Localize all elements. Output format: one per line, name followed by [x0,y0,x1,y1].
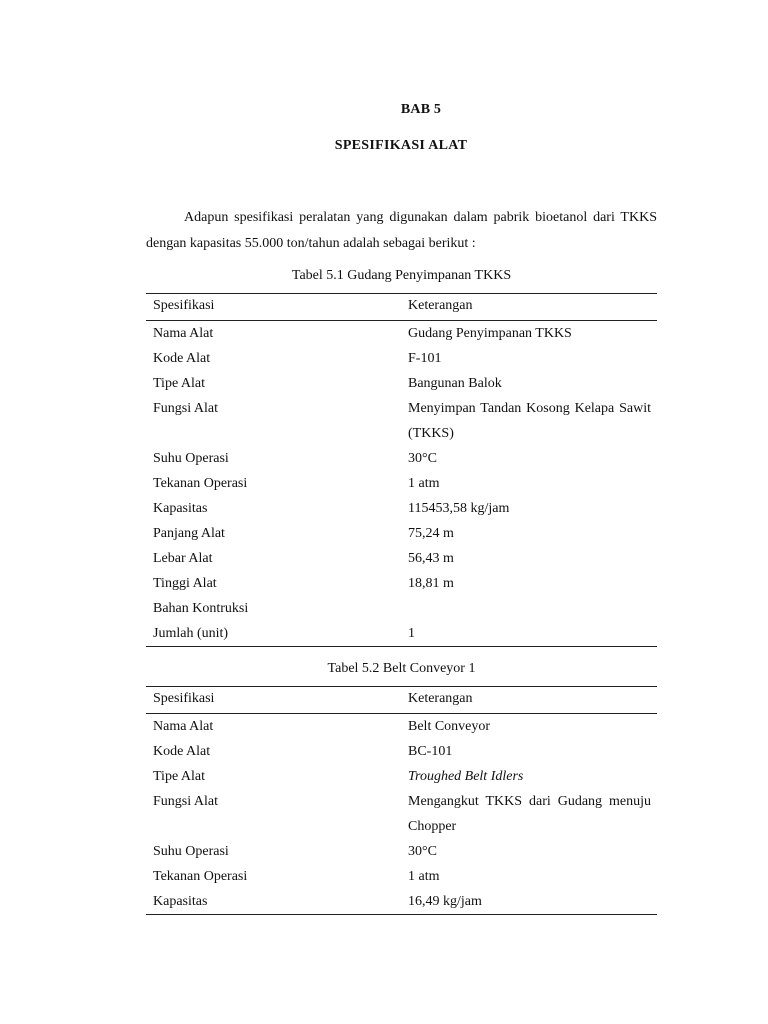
table-header-row [146,687,657,714]
table-row [146,714,657,740]
row-value: Troughed Belt Idlers [408,769,524,784]
row-spec: Fungsi Alat [153,401,218,416]
table-row [146,496,657,521]
row-spec: Tekanan Operasi [153,476,248,491]
row-value [408,596,657,621]
row-value: 30°C [408,844,437,859]
row-value: 1 atm [408,869,440,884]
row-value: 1 atm [408,476,440,491]
row-value: 30°C [408,451,437,466]
table-row [146,764,657,789]
row-value: Bangunan Balok [408,376,502,391]
header-keterangan: Keterangan [408,691,473,706]
table-row [146,396,657,446]
table-row [146,596,657,621]
table-header-row [146,294,657,321]
row-value: F-101 [408,351,442,366]
table-row [146,571,657,596]
table-row [146,789,657,839]
header-spesifikasi: Spesifikasi [153,691,215,706]
row-spec: Suhu Operasi [153,844,229,859]
table-1-caption: Tabel 5.1 Gudang Penyimpanan TKKS [291,268,512,283]
row-spec: Nama Alat [153,719,214,734]
table-row [146,839,657,864]
row-value: 56,43 m [408,551,454,566]
row-spec: Tipe Alat [153,376,205,391]
table-gudang-penyimpanan [146,293,657,647]
row-value: Mengangkut TKKS dari Gudang menuju Chopper [408,794,651,834]
chapter-number: BAB 5 [400,102,442,117]
row-value: 115453,58 kg/jam [408,501,510,516]
row-spec: Panjang Alat [153,526,225,541]
row-value: 18,81 m [408,576,454,591]
table-row [146,346,657,371]
row-value: BC-101 [408,744,453,759]
table-row [146,371,657,396]
table-row [146,889,657,915]
row-value: 1 [408,621,657,647]
row-spec: Fungsi Alat [153,794,218,809]
table-row [146,864,657,889]
table-row [146,471,657,496]
row-value: Belt Conveyor [408,719,491,734]
row-spec: Bahan Kontruksi [153,601,249,616]
row-value: 16,49 kg/jam [408,889,657,915]
table-row [146,446,657,471]
table-row [146,321,657,347]
row-spec: Jumlah (unit) [146,621,408,647]
row-value: Gudang Penyimpanan TKKS [408,326,572,341]
table-belt-conveyor [146,686,657,915]
table-row [146,621,657,647]
header-keterangan: Keterangan [408,298,473,313]
table-row [146,739,657,764]
row-spec: Tekanan Operasi [153,869,248,884]
row-spec: Kode Alat [153,351,211,366]
row-spec: Suhu Operasi [153,451,229,466]
row-spec: Tinggi Alat [153,576,217,591]
table-row [146,521,657,546]
intro-paragraph: Adapun spesifikasi peralatan yang digunakan dalam pabrik bioetanol dari TKKS dengan kapasitas 55.000 ton/tahun adalah sebagai berikut : [146,210,657,251]
table-2-caption: Tabel 5.2 Belt Conveyor 1 [327,661,476,676]
row-spec: Nama Alat [153,326,214,341]
table-row [146,546,657,571]
row-spec: Kapasitas [146,889,408,915]
row-spec: Kapasitas [153,501,208,516]
row-spec: Kode Alat [153,744,211,759]
header-spesifikasi: Spesifikasi [153,298,215,313]
chapter-title: SPESIFIKASI ALAT [334,138,468,153]
row-value: Menyimpan Tandan Kosong Kelapa Sawit (TKKS) [408,401,651,441]
row-spec: Lebar Alat [153,551,213,566]
row-value: 75,24 m [408,526,454,541]
row-spec: Tipe Alat [153,769,205,784]
